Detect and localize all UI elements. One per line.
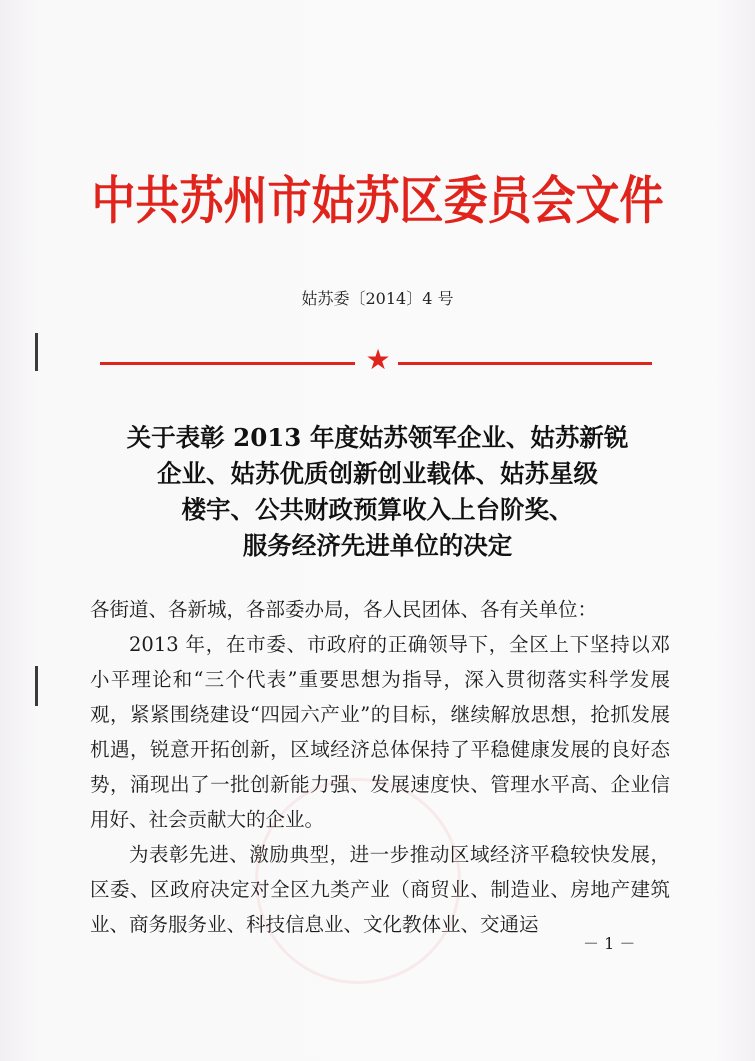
- decision-title-line: 企业、姑苏优质创新创业载体、姑苏星级: [157, 459, 598, 488]
- document-body: [90, 592, 670, 942]
- page-number: － 1 －: [583, 934, 636, 953]
- body-paragraph: 2013 年，在市委、市政府的正确领导下，全区上下坚持以邓小平理论和“三个代表”重要思想为指导，深入贯彻落实科学发展观，紧紧围绕建设“四园六产业”的目标，继续解放思想，抢抓发展机遇，锐意开拓创新，区域经济总体保持了平稳健康发展的良好态势，涌现出了一批创新能力强、发展速度快、管理水平高、企业信用好、社会贡献大的企业。: [90, 633, 670, 831]
- document-header-title: 中共苏州市姑苏区委员会文件: [91, 171, 664, 232]
- red-divider-left: [100, 362, 355, 365]
- decision-title-line: 楼宇、公共财政预算收入上台阶奖、: [181, 495, 574, 524]
- binding-mark-bottom: [35, 666, 38, 706]
- salutation: 各街道、各新城，各部委办局，各人民团体、各有关单位：: [90, 598, 598, 621]
- document-number: 姑苏委〔2014〕4 号: [301, 289, 454, 308]
- star-icon: ★: [365, 343, 391, 376]
- decision-title: [80, 420, 675, 564]
- red-divider-right: [398, 362, 652, 365]
- decision-title-line: 服务经济先进单位的决定: [242, 531, 513, 560]
- decision-title-line: 关于表彰 2013 年度姑苏领军企业、姑苏新锐: [126, 423, 629, 452]
- body-paragraph: 为表彰先进、激励典型，进一步推动区域经济平稳较快发展，区委、区政府决定对全区九类产业（商贸业、制造业、房地产建筑业、商务服务业、科技信息业、文化教体业、交通运: [90, 843, 670, 936]
- binding-mark-top: [35, 333, 38, 371]
